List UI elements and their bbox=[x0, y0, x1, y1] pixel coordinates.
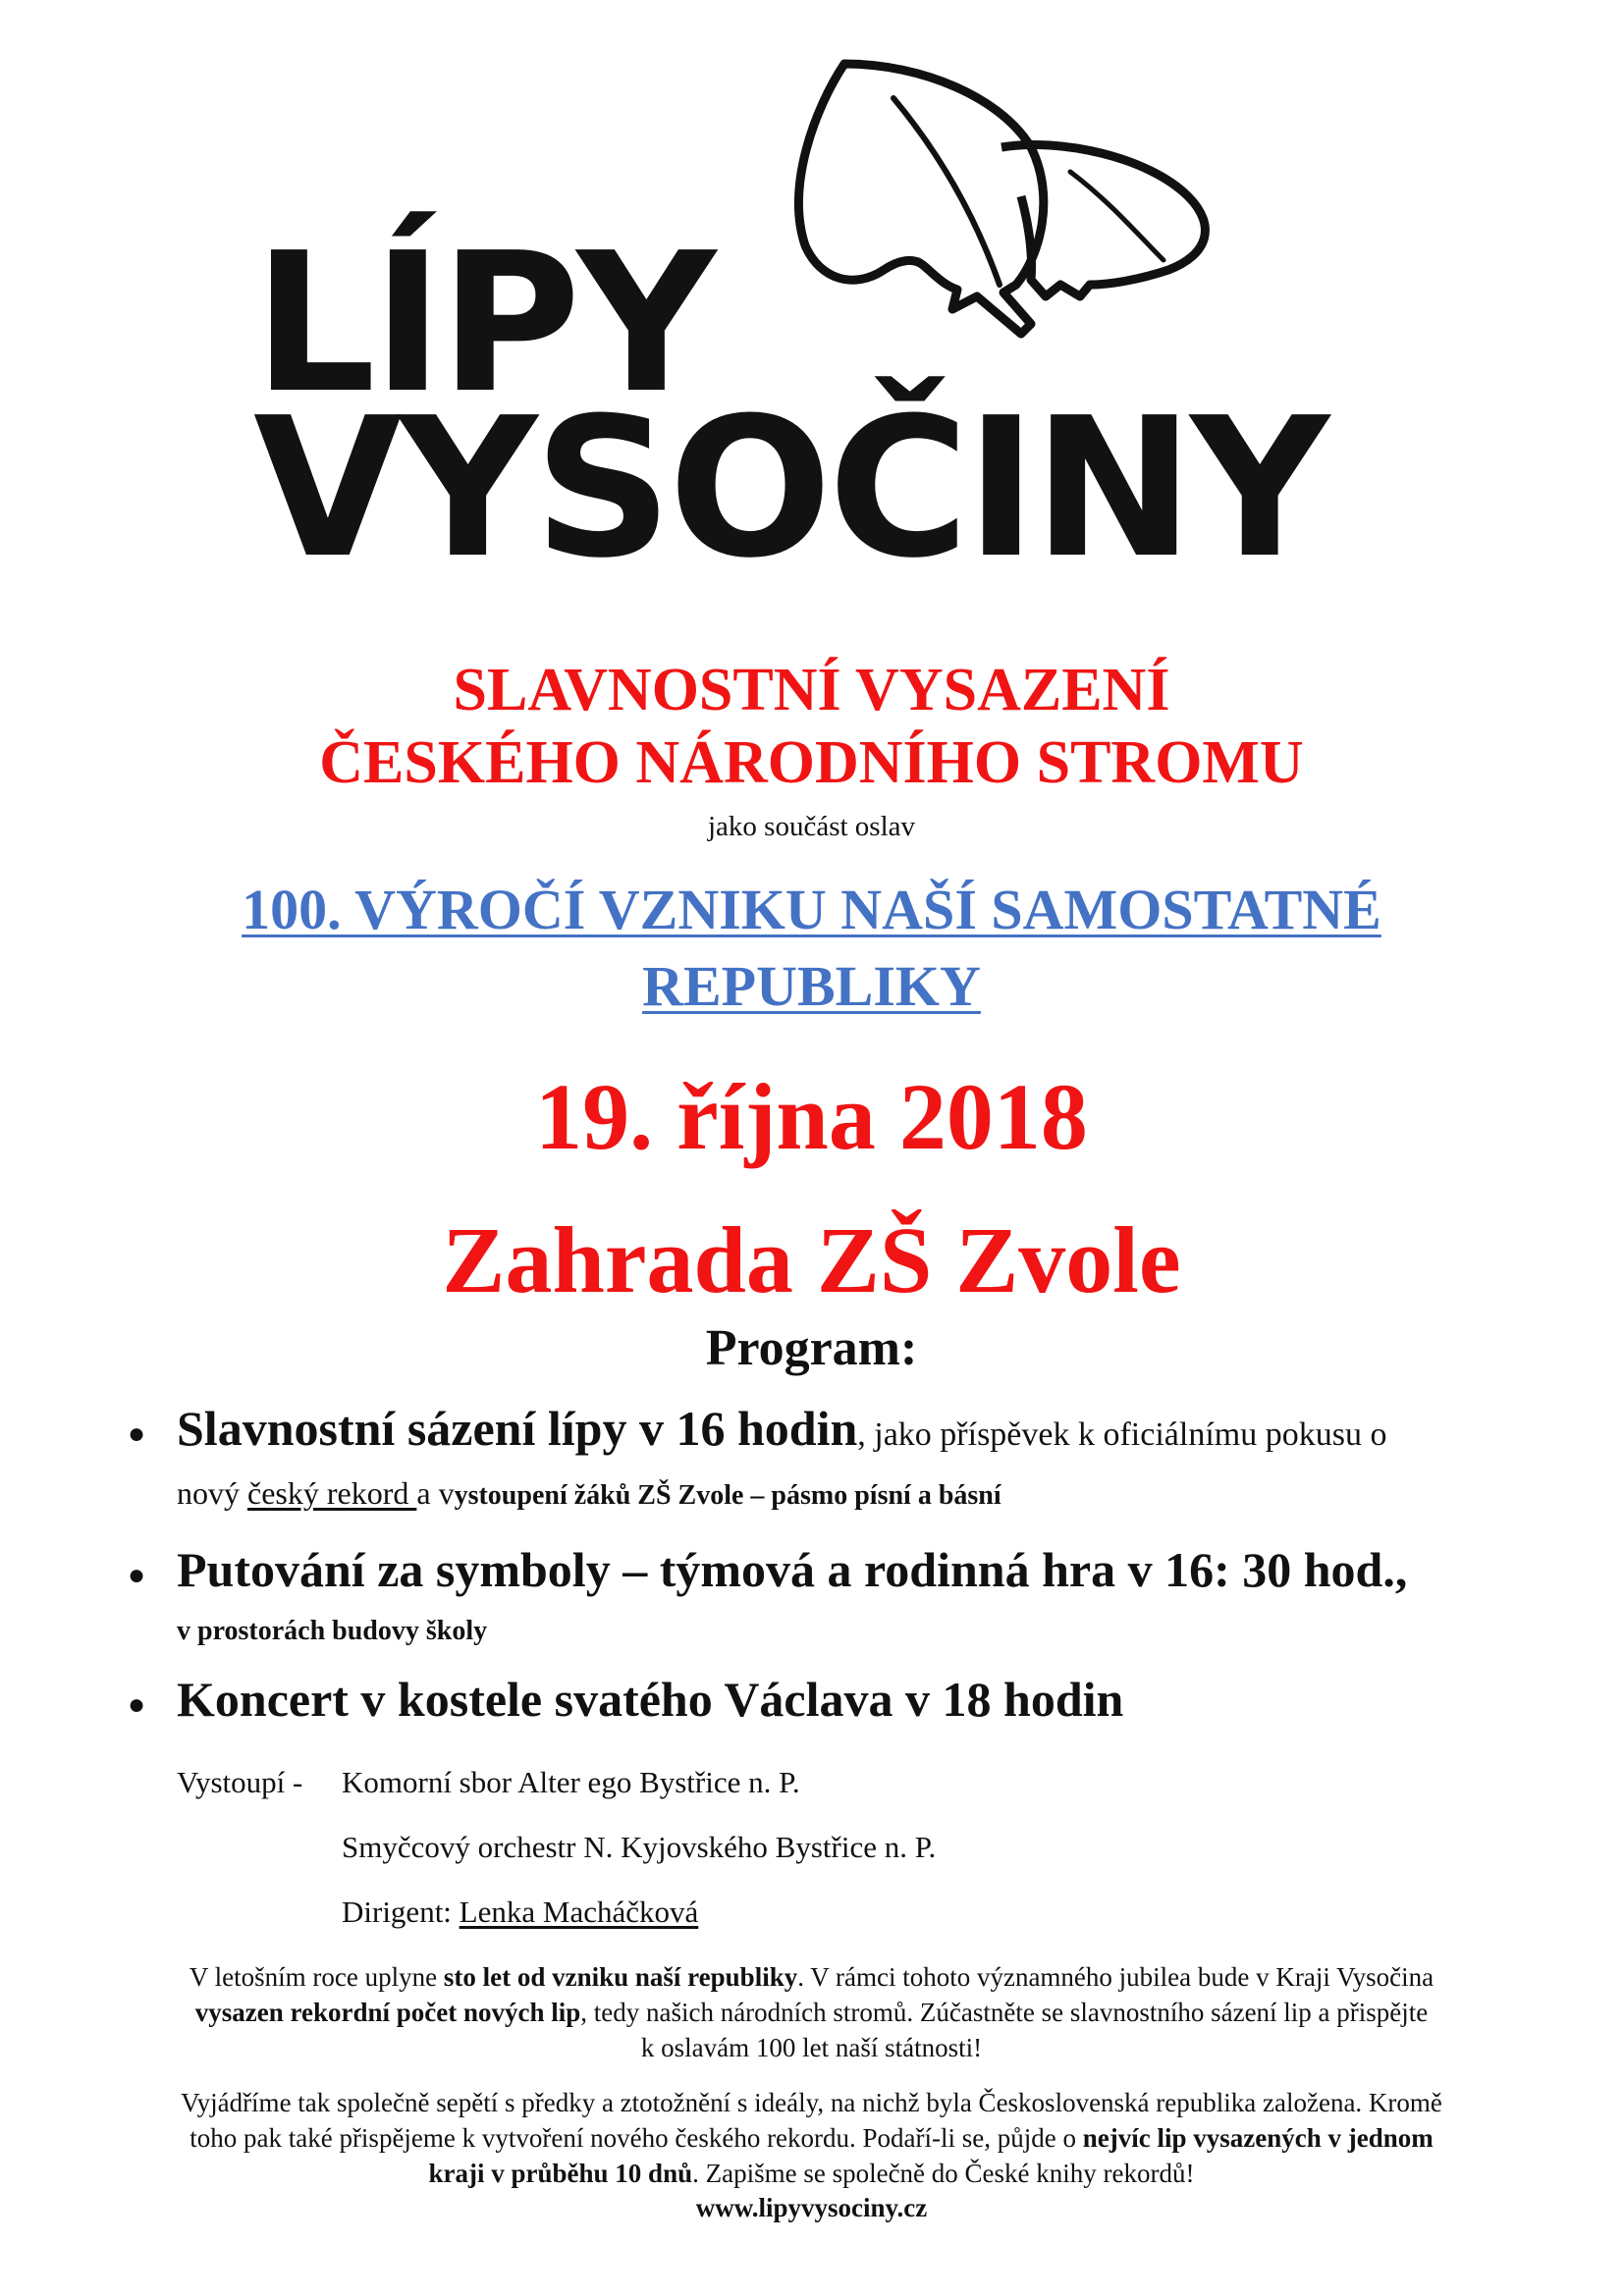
bullet-icon: ● bbox=[128, 1417, 146, 1450]
performer-1: Komorní sbor Alter ego Bystřice n. P. bbox=[342, 1765, 800, 1799]
event-place: Zahrada ZŠ Zvole bbox=[442, 1207, 1181, 1312]
info-paragraph-2: Vyjádříme tak společně sepětí s předky a ztotožnění s ideály, na nichž byla Československá republika založena. Kromě toho pak také přispějeme k vytvoření nového českého rekordu. Podaří-li se, půjde o nejvíc lip vysazených v jednom kraji v průběhu 10 dnů. Zapišme se společně do České knihy rekordů! bbox=[181, 2088, 1442, 2188]
program-item-2 bbox=[177, 1542, 1571, 1597]
headline-subtitle: jako součást oslav bbox=[707, 811, 915, 842]
program-item-2-head: Putování za symboly – týmová a rodinná hra v 16: 30 hod., bbox=[177, 1542, 1408, 1597]
headline-line1: SLAVNOSTNÍ VYSAZENÍ bbox=[453, 657, 1170, 723]
conductor-link[interactable]: Lenka Macháčková bbox=[459, 1895, 699, 1929]
program-item-1-head: Slavnostní sázení lípy v 16 hodin bbox=[177, 1401, 858, 1456]
headline-line2: ČESKÉHO NÁRODNÍHO STROMU bbox=[319, 729, 1304, 796]
linden-leaves-icon bbox=[776, 39, 1247, 363]
bullet-icon: ● bbox=[128, 1559, 146, 1591]
logo-text-vysociny: VYSOČINY bbox=[253, 377, 1326, 601]
program-item-1-line2: nový český rekord a vystoupení žáků ZŠ Zvole – pásmo písní a básní bbox=[177, 1475, 1001, 1511]
program-item-3-head: Koncert v kostele svatého Václava v 18 hodin bbox=[177, 1672, 1124, 1727]
anniversary-link-line2[interactable]: REPUBLIKY bbox=[642, 954, 981, 1018]
info-paragraph-1: V letošním roce uplyne sto let od vzniku naší republiky. V rámci tohoto významného jubilea bude v Kraji Vysočina vysazen rekordní počet nových lip, tedy našich národních stromů. Zúčastněte se slavnostního sázení lip a přispějte k oslavám 100 let naší státnosti! bbox=[189, 1962, 1434, 2062]
program-title: Program: bbox=[705, 1320, 918, 1376]
bullet-icon: ● bbox=[128, 1688, 146, 1721]
program-item-2-line2: v prostorách budovy školy bbox=[177, 1616, 488, 1646]
conductor: Dirigent: Lenka Macháčková bbox=[342, 1895, 699, 1929]
event-date: 19. října 2018 bbox=[535, 1064, 1088, 1169]
performers-label: Vystoupí - bbox=[177, 1765, 303, 1799]
program-item-1-tail: , jako příspěvek k oficiálnímu pokusu o bbox=[857, 1416, 1387, 1453]
website-link[interactable]: www.lipyvysociny.cz bbox=[695, 2193, 928, 2222]
program-item-1 bbox=[177, 1401, 1571, 1456]
record-link[interactable]: český rekord bbox=[247, 1475, 417, 1511]
logo-text-lipy: LÍPY bbox=[253, 212, 713, 436]
logo bbox=[0, 0, 1623, 609]
program-item-3 bbox=[177, 1672, 1571, 1727]
anniversary-link-line1[interactable]: 100. VÝROČÍ VZNIKU NAŠÍ SAMOSTATNÉ bbox=[242, 878, 1381, 941]
performer-2: Smyčcový orchestr N. Kyjovského Bystřice n. P. bbox=[342, 1830, 937, 1864]
